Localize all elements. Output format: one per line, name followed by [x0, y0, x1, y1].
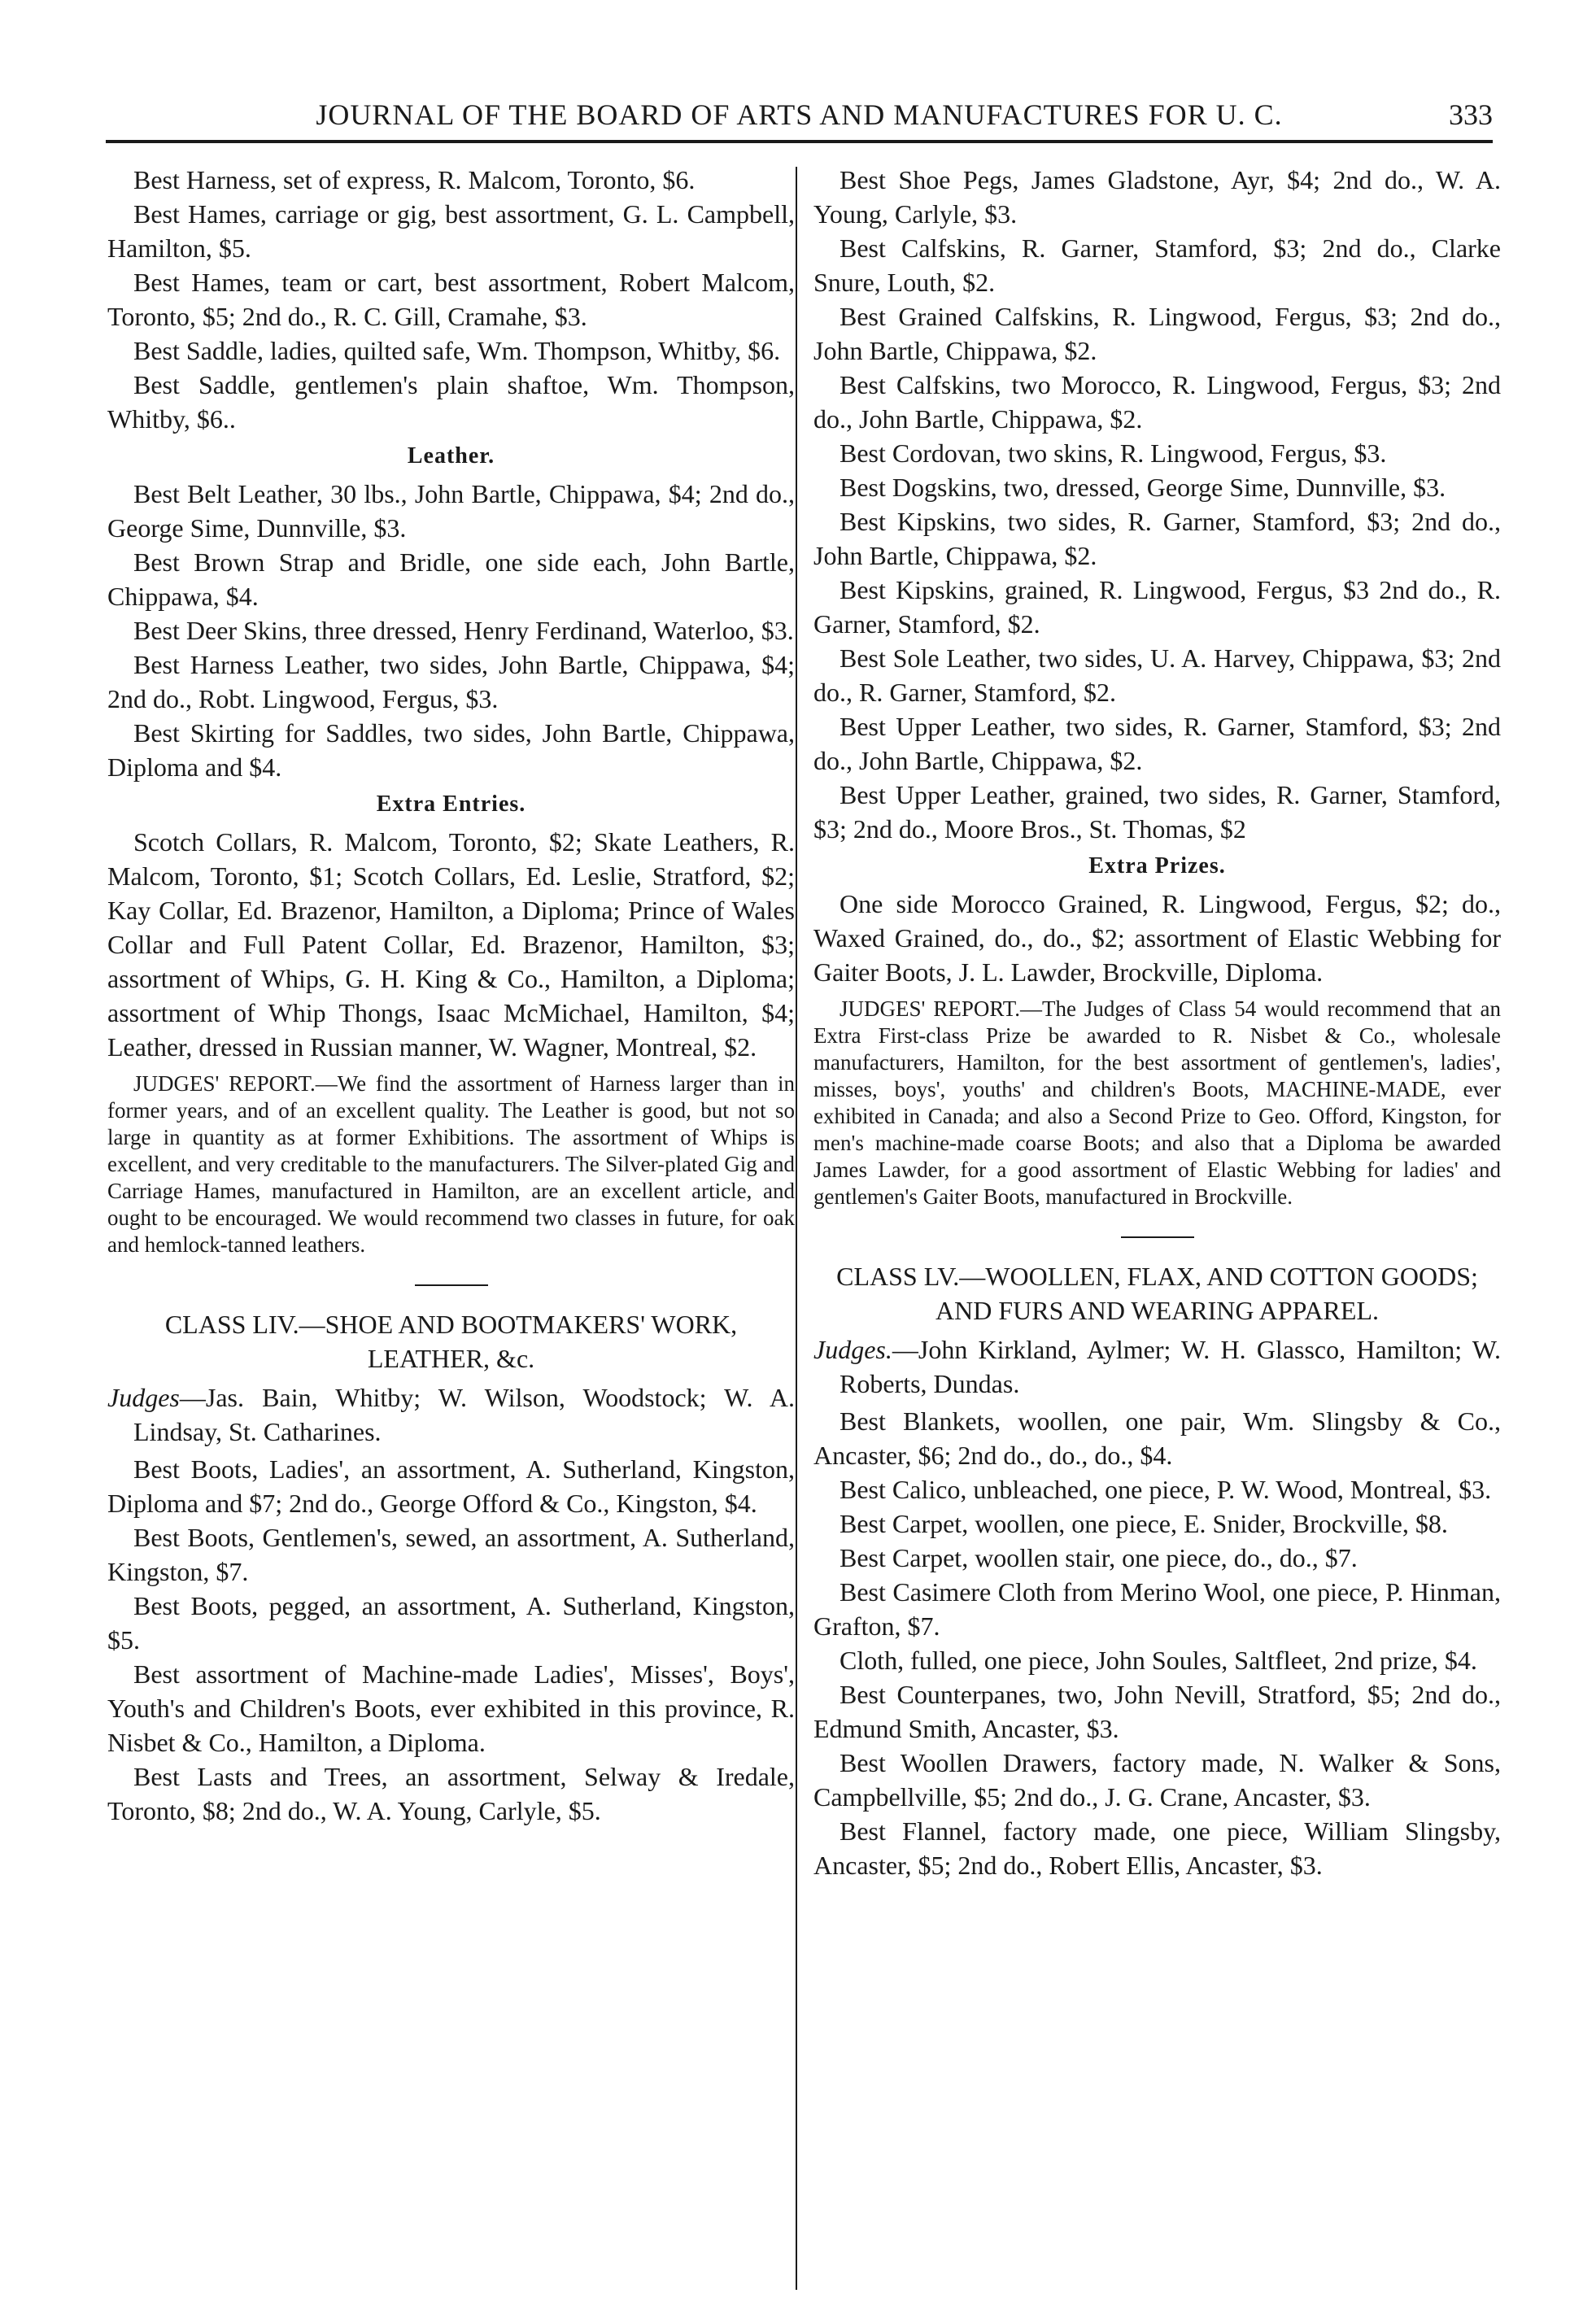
prize-entry: Best Upper Leather, two sides, R. Garner, Stamford, $3; 2nd do., John Bartle, Chippawa, $2. — [813, 712, 1501, 775]
prize-entry: Best Calfskins, R. Garner, Stamford, $3; 2nd do., Clarke Snure, Louth, $2. — [813, 233, 1501, 297]
prize-entry: Best Upper Leather, grained, two sides, R. Garner, Stamford, $3; 2nd do., Moore Bros., St. Thomas, $2 — [813, 780, 1501, 844]
extra-prizes-paragraph: One side Morocco Grained, R. Lingwood, Fergus, $2; do., Waxed Grained, do., do., $2; assortment of Elastic Webbing for Gaiter Boots, J. L. Lawder, Brockville, Diploma. — [813, 889, 1501, 987]
right-column — [813, 163, 1501, 1882]
prize-entry: Best Kipskins, two sides, R. Garner, Stamford, $3; 2nd do., John Bartle, Chippawa, $2. — [813, 507, 1501, 570]
prize-entry: Best Brown Strap and Bridle, one side each, John Bartle, Chippawa, $4. — [107, 547, 795, 611]
judges-label: Judges — [107, 1383, 180, 1412]
prize-entry: Best Counterpanes, two, John Nevill, Stratford, $5; 2nd do., Edmund Smith, Ancaster, $3. — [813, 1680, 1501, 1743]
prize-entry: Best Harness Leather, two sides, John Bartle, Chippawa, $4; 2nd do., Robt. Lingwood, Fergus, $3. — [107, 650, 795, 713]
class-lv-judges — [813, 1332, 1501, 1401]
prize-entry: Best Boots, pegged, an assortment, A. Sutherland, Kingston, $5. — [107, 1591, 795, 1655]
prize-entry: Best Grained Calfskins, R. Lingwood, Fergus, $3; 2nd do., John Bartle, Chippawa, $2. — [813, 302, 1501, 365]
class-liv-title: CLASS LIV.—SHOE AND BOOTMAKERS' WORK, LEATHER, &c. — [164, 1310, 738, 1373]
section-separator — [415, 1284, 488, 1286]
class-liv-judges — [107, 1380, 795, 1449]
prize-entry: Best Boots, Ladies', an assortment, A. Sutherland, Kingston, Diploma and $7; 2nd do., George Offord & Co., Kingston, $4. — [107, 1454, 795, 1518]
left-column — [107, 163, 795, 1828]
prize-entry: Best assortment of Machine-made Ladies', Misses', Boys', Youth's and Children's Boots, ever exhibited in this province, R. Nisbet & Co., Hamilton, a Diploma. — [107, 1659, 795, 1757]
section-separator — [1121, 1236, 1194, 1238]
column-divider — [796, 167, 797, 2290]
prize-entry: Best Carpet, woollen stair, one piece, do., do., $7. — [840, 1543, 1358, 1572]
prize-entry: Best Saddle, ladies, quilted safe, Wm. Thompson, Whitby, $6. — [133, 336, 781, 365]
prize-entry: Best Lasts and Trees, an assortment, Selway & Iredale, Toronto, $8; 2nd do., W. A. Young, Carlyle, $5. — [107, 1762, 795, 1825]
judges-label: Judges. — [813, 1335, 892, 1364]
prize-entry: Best Hames, carriage or gig, best assortment, G. L. Campbell, Hamilton, $5. — [107, 199, 795, 263]
section-heading-extra-entries: Extra Entries. — [376, 791, 526, 817]
section-heading-extra-prizes: Extra Prizes. — [1088, 853, 1226, 879]
prize-entry: Best Saddle, gentlemen's plain shaftoe, Wm. Thompson, Whitby, $6.. — [107, 370, 795, 434]
prize-entry: Best Carpet, woollen, one piece, E. Snider, Brockville, $8. — [840, 1509, 1448, 1538]
section-heading-leather: Leather. — [407, 443, 495, 469]
prize-entry: Best Woollen Drawers, factory made, N. Walker & Sons, Campbellville, $5; 2nd do., J. G. Crane, Ancaster, $3. — [813, 1748, 1501, 1812]
prize-entry: Best Boots, Gentlemen's, sewed, an assortment, A. Sutherland, Kingston, $7. — [107, 1523, 795, 1586]
page-number: 333 — [1449, 98, 1493, 131]
running-title: JOURNAL OF THE BOARD OF ARTS AND MANUFACTURES FOR U. C. — [316, 98, 1283, 131]
prize-entry: Best Belt Leather, 30 lbs., John Bartle, Chippawa, $4; 2nd do., George Sime, Dunnville, $3. — [107, 479, 795, 543]
prize-entry: Best Kipskins, grained, R. Lingwood, Fergus, $3 2nd do., R. Garner, Stamford, $2. — [813, 575, 1501, 639]
prize-entry: Best Dogskins, two, dressed, George Sime, Dunnville, $3. — [840, 473, 1446, 502]
class-lv-title: CLASS LV.—WOOLLEN, FLAX, AND COTTON GOODS; AND FURS AND WEARING APPAREL. — [836, 1262, 1478, 1325]
prize-entry: Best Blankets, woollen, one pair, Wm. Slingsby & Co., Ancaster, $6; 2nd do., do., do., $4. — [813, 1406, 1501, 1470]
prize-entry: Cloth, fulled, one piece, John Soules, Saltfleet, 2nd prize, $4. — [840, 1646, 1477, 1675]
judges-report: JUDGES' REPORT.—We find the assortment of Harness larger than in former years, and of an excellent quality. The Leather is good, but not so large in quantity as at former Exhibitions. The assortment of Whips is excellent, and very creditable to the manufacturers. The Silver-plated Gig and Carriage Hames, manufactured in Hamilton, are an excellent article, and ought to be encouraged. We would recommend two classes in future, for oak and hemlock-tanned leathers. — [107, 1071, 795, 1257]
page-header — [106, 91, 1493, 143]
extra-entries-paragraph: Scotch Collars, R. Malcom, Toronto, $2; Skate Leathers, R. Malcom, Toronto, $1; Scotch Collars, Ed. Leslie, Stratford, $2; Kay Collar, Ed. Brazenor, Hamilton, a Diploma; Prince of Wales Collar and Full Patent Collar, Ed. Brazenor, Hamilton, $3; assortment of Whips, G. H. King & Co., Hamilton, a Diploma; assortment of Whip Thongs, Isaac McMichael, Hamilton, $4; Leather, dressed in Russian manner, W. Wagner, Montreal, $2. — [107, 827, 795, 1062]
prize-entry: Best Casimere Cloth from Merino Wool, one piece, P. Hinman, Grafton, $7. — [813, 1577, 1501, 1641]
prize-entry: Best Calfskins, two Morocco, R. Lingwood, Fergus, $3; 2nd do., John Bartle, Chippawa, $2. — [813, 370, 1501, 434]
prize-entry: Best Sole Leather, two sides, U. A. Harvey, Chippawa, $3; 2nd do., R. Garner, Stamford, $2. — [813, 643, 1501, 707]
prize-entry: Best Calico, unbleached, one piece, P. W. Wood, Montreal, $3. — [840, 1475, 1492, 1504]
prize-entry: Best Harness, set of express, R. Malcom, Toronto, $6. — [133, 165, 696, 194]
prize-entry: Best Cordovan, two skins, R. Lingwood, Fergus, $3. — [840, 438, 1387, 468]
judges-names: —Jas. Bain, Whitby; W. Wilson, Woodstock; W. A. Lindsay, St. Catharines. — [133, 1383, 795, 1446]
prize-entry: Best Skirting for Saddles, two sides, John Bartle, Chippawa, Diploma and $4. — [107, 718, 795, 782]
prize-entry: Best Hames, team or cart, best assortment, Robert Malcom, Toronto, $5; 2nd do., R. C. Gill, Cramahe, $3. — [107, 268, 795, 331]
prize-entry: Best Flannel, factory made, one piece, William Slingsby, Ancaster, $5; 2nd do., Robert Ellis, Ancaster, $3. — [813, 1816, 1501, 1880]
prize-entry: Best Shoe Pegs, James Gladstone, Ayr, $4; 2nd do., W. A. Young, Carlyle, $3. — [813, 165, 1501, 229]
prize-entry: Best Deer Skins, three dressed, Henry Ferdinand, Waterloo, $3. — [133, 616, 794, 645]
judges-report: JUDGES' REPORT.—The Judges of Class 54 would recommend that an Extra First-class Prize be awarded to R. Nisbet & Co., wholesale manufacturers, Hamilton, for the best assortment of gentlemen's, ladies', misses, boys', youths' and children's Boots, MACHINE-MADE, ever exhibited in Canada; and also a Second Prize to Geo. Offord, Kingston, for men's machine-made coarse Boots; and also that a Diploma be awarded James Lawder, for a good assortment of Elastic Webbing for ladies' and gentlemen's Gaiter Boots, manufactured in Brockville. — [813, 996, 1501, 1209]
judges-names: —John Kirkland, Aylmer; W. H. Glassco, Hamilton; W. Roberts, Dundas. — [840, 1335, 1501, 1398]
